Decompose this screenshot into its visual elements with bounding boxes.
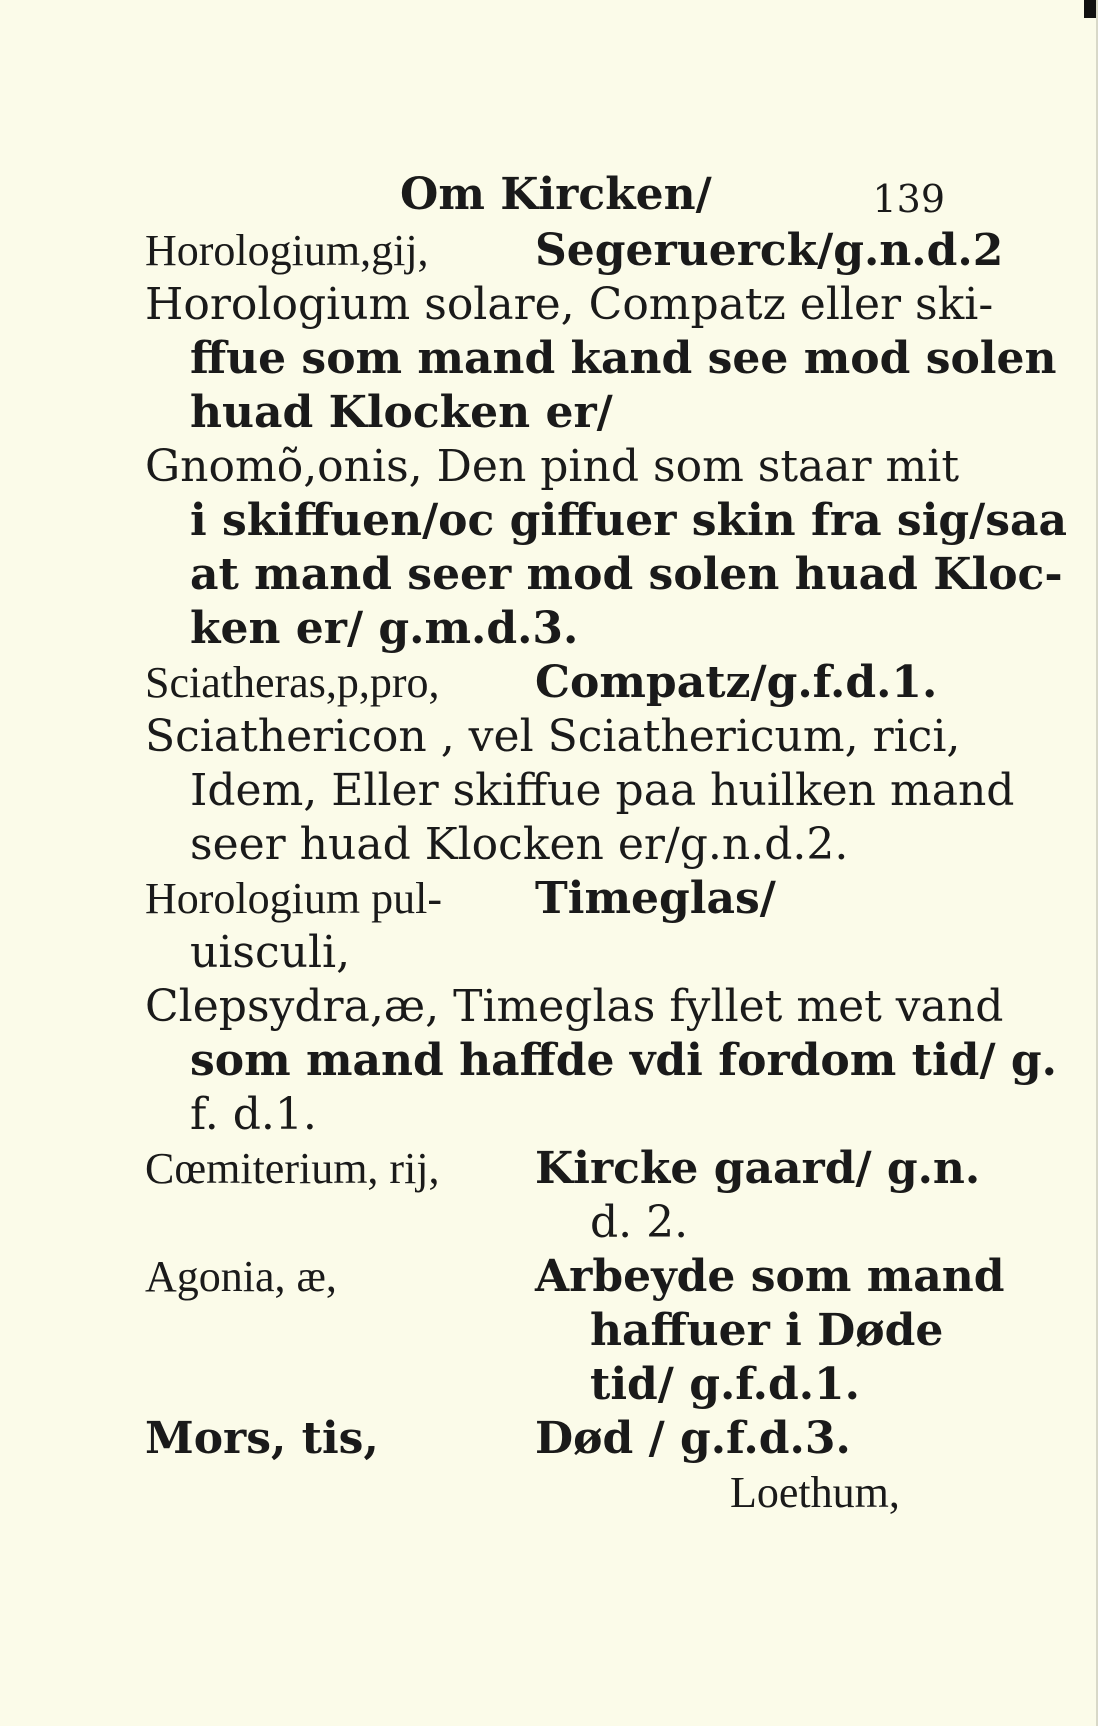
entry-line: tid/ g.f.d.1. [590,1359,860,1410]
page-header [145,168,945,224]
entry-danish: Død / g.f.d.3. [535,1413,851,1464]
entry-line: seer huad Klocken er/g.n.d.2. [190,819,849,870]
entry-latin: Sciatheras,p,pro, [145,658,440,707]
scan-edge-mark [1084,0,1096,18]
entry-danish: Arbeyde som mand [535,1251,1005,1302]
entry-line: Idem, Eller skiffue paa huilken mand [190,765,1015,816]
entry-line: ken er/ g.m.d.3. [190,603,579,654]
entry-agonia [145,1250,1005,1304]
entry-line: Horologium solare, Compatz eller ski- [145,279,994,330]
entry-horologium-pulvisculi [145,872,945,926]
entry-line: uisculi, [190,927,351,978]
entry-line: f. d.1. [190,1089,317,1140]
running-head: Om Kircken/ [400,169,712,220]
entry-line: ffue som mand kand see mod solen [190,333,1057,384]
entry-line: haffuer i Døde [590,1305,944,1356]
entry-latin: Horologium pul- [145,874,442,923]
entry-horologium [145,224,1004,278]
entry-sciatheras [145,656,945,710]
entry-line: d. 2. [590,1197,689,1248]
entry-line: Gnomõ,onis, Den pind som staar mit [145,441,959,492]
entry-line: som mand haffde vdi fordom tid/ g. [190,1035,1057,1086]
entry-line: Sciathericon , vel Sciathericum, rici, [145,711,961,762]
entry-line: huad Klocken er/ [190,387,613,438]
entry-latin: Agonia, æ, [145,1252,337,1301]
entry-coemiterium [145,1142,981,1196]
catchword-line [145,1466,945,1520]
entry-danish: Segeruerck/g.n.d.2 [535,225,1004,276]
entry-latin: Cœmiterium, rij, [145,1144,440,1193]
entry-line: Clepsydra,æ, Timeglas fyllet met vand [145,981,1004,1032]
entry-line: at mand seer mod solen huad Kloc- [190,549,1063,600]
entry-mors [145,1412,945,1466]
entry-latin: Horologium,gij, [145,226,429,275]
page-text [145,168,1068,1520]
page-number: 139 [872,177,945,221]
entry-latin: Mors, tis, [145,1413,379,1464]
entry-danish: Timeglas/ [535,873,776,924]
catchword: Loethum, [730,1468,900,1517]
entry-danish: Compatz/g.f.d.1. [535,657,938,708]
entry-danish: Kircke gaard/ g.n. [535,1143,981,1194]
entry-line: i skiffuen/oc giffuer skin fra sig/saa [190,495,1068,546]
